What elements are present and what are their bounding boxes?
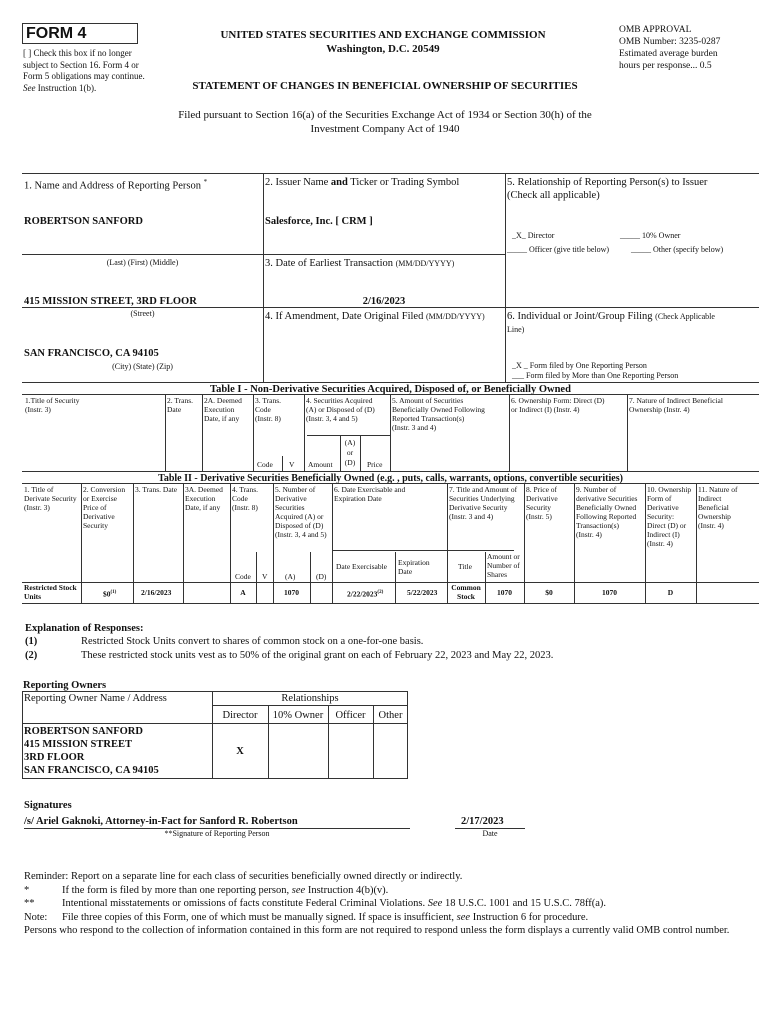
owner-line-3: 3RD FLOOR [24,752,85,763]
note-b: Instruction 6 for procedure. [470,912,589,923]
t2-row-exercisable [347,588,383,599]
omb-line-1: OMB APPROVAL [619,25,692,35]
t1-h7: 7. Nature of Indirect Beneficial Ownership (Instr. 4) [629,396,723,414]
t2-v14 [645,483,646,603]
owners-h2 [22,723,408,724]
t2-v6 [273,483,274,603]
table2-bottom [22,603,759,604]
relationship-label [507,176,759,202]
reporting-person-label [24,176,207,193]
issuer-underline [263,254,505,255]
box-divider-1 [263,173,264,382]
t2-row-amount-a: 1070 [284,588,299,597]
t2-sub-d: (D) [316,572,327,581]
explanation-text-1: Restricted Stock Units convert to shares of common stock on a one-for-one basis. [81,636,424,647]
t2-row-price-footnote: (1) [110,590,117,595]
table1-subheader-top [307,435,390,436]
t1-v2 [202,394,203,471]
form-title: FORM 4 [26,25,87,42]
t1-h4: 4. Securities Acquired (A) or Disposed of (D) (Instr. 3, 4 and 5) [306,396,375,423]
owner-line-4: SAN FRANCISCO, CA 94105 [24,765,159,776]
footnote-star-2: ** [24,898,35,909]
persons-text: Persons who respond to the collection of information contained in this form are not required to respond unless the form displays a currently valid OMB control number. [24,925,730,936]
t1-sub-amount: Amount [308,460,333,469]
t2-v4 [230,483,231,603]
owner-address [24,725,159,777]
footnote-star-1: * [24,885,30,896]
t2-h2: 2. Conversion or Exercise Price of Derivative Security [83,485,126,530]
amendment-text: 4. If Amendment, Date Original Filed [265,311,426,322]
table2-subheader-line [332,550,514,551]
omb-approval [619,24,759,72]
amendment-format: (MM/DD/YYYY) [425,312,485,321]
reporting-street[interactable]: 415 MISSION STREET, 3RD FLOOR [24,296,197,307]
t2-v3 [183,483,184,603]
relationship-label-2: (Check all applicable) [507,190,600,201]
t1-v5 [304,394,305,471]
t2-row-underlying-amount: 1070 [497,588,512,597]
reporting-city[interactable]: SAN FRANCISCO, CA 94105 [24,348,159,359]
t2-v12 [524,483,525,603]
t1-sub-aord: (A) or (D) [344,438,356,467]
explanation-num-2: (2) [25,650,38,661]
checkbox-instr: Instruction 1(b). [35,82,97,93]
name-underline [22,254,263,255]
t1-v10 [627,394,628,471]
reporting-person-name[interactable]: ROBERTSON SANFORD [24,216,143,227]
director-option[interactable]: _X_ Director [512,231,555,240]
t2-v15 [696,483,697,603]
t2-v7 [310,552,311,603]
owners-col-officer: Officer [335,710,366,721]
filing-label-text: 6. Individual or Joint/Group Filing [507,311,656,322]
note-text [62,911,588,924]
box-top-border [22,173,759,174]
t1-h2a: 2A. Deemed Execution Date, if any [204,396,242,423]
name-address-label: 1. Name and Address of Reporting Person [24,180,202,192]
star2-b: 18 U.S.C. 1001 and 15 U.S.C. 78ff(a). [442,898,607,909]
star2-see: See [427,898,443,909]
omb-line-2: OMB Number: 3235-0287 [619,37,721,47]
filing-label-paren: (Check Applicable [655,312,715,321]
t2-row-title: Restricted Stock Units [24,583,77,601]
filed-by-more-option[interactable]: ___ Form filed by More than One Reporting Person [512,371,679,380]
earliest-date-text: 3. Date of Earliest Transaction [265,258,396,269]
t2-row-owned: 1070 [602,588,617,597]
owners-col-ten: 10% Owner [272,710,324,721]
t2-v8 [332,483,333,603]
t2-row-exercisable-footnote: (2) [377,590,384,595]
t2-row-date: 2/16/2023 [141,588,172,597]
filed-pursuant-line-1: Filed pursuant to Section 16(a) of the Securities Exchange Act of 1934 or Section 30(h) of the [178,109,592,121]
owner-line-2: 415 MISSION STREET [24,739,132,750]
t2-v1 [81,483,82,603]
issuer-name[interactable]: Salesforce, Inc. [ CRM ] [265,216,373,227]
omb-line-4: hours per response... 0.5 [619,61,712,71]
note-a: File three copies of this Form, one of which must be manually signed. If space is insufficient, [62,912,457,923]
t2-row-code: A [240,588,246,597]
t1-h6: 6. Ownership Form: Direct (D) or Indirect (I) (Instr. 4) [511,396,605,414]
t1-v9 [509,394,510,471]
no-longer-subject-checkbox[interactable] [23,48,153,94]
reminder-text: Reminder: Report on a separate line for each class of securities beneficially owned directly or indirectly. [24,871,463,882]
name-caption: (Last) (First) (Middle) [106,258,179,267]
t2-v5 [256,552,257,603]
signature-date: 2/17/2023 [461,816,504,827]
owners-col-other: Other [378,710,403,721]
box-divider-2 [505,173,506,382]
filed-by-one-option[interactable]: _X _ Form filed by One Reporting Person [512,361,647,370]
issuer-label-and: and [330,177,348,188]
t1-v7 [360,435,361,471]
t2-sub-v: V [262,572,268,581]
t2-row-underlying-title: Common Stock [451,583,481,601]
date-underline [263,307,505,308]
t2-row-expiration: 5/22/2023 [407,588,438,597]
issuer-label-b: Ticker or Trading Symbol [347,177,460,188]
agency-location: Washington, D.C. 20549 [326,43,440,55]
t1-sub-price: Price [367,460,383,469]
signature: /s/ Ariel Gaknoki, Attorney-in-Fact for Sanford R. Robertson [24,816,298,827]
star1-a: If the form is filed by more than one reporting person, [62,885,292,896]
officer-option[interactable]: _____ Officer (give title below) [507,245,610,254]
issuer-label-a: 2. Issuer Name [265,177,331,188]
table2-title: Table II - Derivative Securities Beneficially Owned (e.g. , puts, calls, warrants, options, convertible securities) [158,473,623,484]
t1-v4 [282,456,283,471]
t1-sub-v: V [289,460,295,469]
owners-col-relationships: Relationships [281,693,339,704]
t2-h9: 9. Number of derivative Securities Beneficially Owned Following Reported Transaction(s) (Instr. 4) [576,485,638,539]
owner-director-mark: X [236,746,244,757]
earliest-date-format: (MM/DD/YYYY) [395,259,455,268]
t2-h4: 4. Trans. Code (Instr. 8) [232,485,259,512]
t2-v2 [133,483,134,603]
t2-sub-code: Code [235,572,251,581]
owner-line-1: ROBERTSON SANFORD [24,726,143,737]
asterisk: * [203,178,208,186]
t2-row-form: D [667,588,674,597]
filed-pursuant-line-2: Investment Company Act of 1940 [310,123,460,135]
t1-h1: 1.Title of Security (Instr. 3) [25,396,80,414]
other-option[interactable]: _____ Other (specify below) [631,245,724,254]
t2-v13 [574,483,575,603]
t1-h5: 5. Amount of Securities Beneficially Owned Following Reported Transaction(s) (Instr. 3 and 4) [392,396,485,432]
earliest-transaction-date[interactable]: 2/16/2023 [362,296,406,307]
omb-line-3: Estimated average burden [619,49,718,59]
note-see: see [456,912,471,923]
filing-label-line2: Line) [507,325,525,334]
explanation-num-1: (1) [25,636,38,647]
t2-sub-title: Title [458,562,472,571]
t2-h8: 8. Price of Derivative Security (Instr. 5) [526,485,558,521]
checkbox-text: [ ] Check this box if no longer subject to Section 16. Form 4 or Form 5 obligations may continue. [23,48,145,81]
t2-sub-exercisable: Date Exercisable [336,562,388,571]
signatures-heading: Signatures [24,800,72,811]
table1-title: Table I - Non-Derivative Securities Acquired, Disposed of, or Beneficially Owned [210,384,571,395]
explanation-text-2: These restricted stock units vest as to 50% of the original grant on each of February 22, 2023 and May 22, 2023. [81,650,554,661]
t1-sub-code: Code [257,460,273,469]
amendment-label [265,310,485,323]
ten-percent-option[interactable]: _____ 10% Owner [620,231,681,240]
owners-h1 [212,705,408,706]
relationship-underline [505,307,759,308]
t2-sub-expiration: Expiration Date [398,558,430,576]
t1-v8 [390,394,391,471]
street-caption: (Street) [130,309,155,318]
star2-a: Intentional misstatements or omissions of facts constitute Federal Criminal Violations. [62,898,428,909]
t2-h3a: 3A. Deemed Execution Date, if any [185,485,223,512]
owners-heading: Reporting Owners [23,680,107,691]
t2-h5: 5. Number of Derivative Securities Acquired (A) or Disposed of (D) (Instr. 3, 4 and 5) [275,485,327,539]
t2-row-derivative-price: $0 [545,588,553,597]
earliest-date-label [265,257,454,270]
t2-h11: 11. Nature of Indirect Beneficial Ownership (Instr. 4) [698,485,738,530]
owners-col-name: Reporting Owner Name / Address [24,693,167,704]
t2-row-price [103,588,116,599]
t1-v1 [165,394,166,471]
t2-sub-amount: Amount or Number of Shares [487,552,520,579]
explanation-heading: Explanation of Responses: [25,623,144,634]
date-caption: Date [482,829,498,838]
t2-row-price-value: $0 [103,589,111,599]
t2-v9 [395,552,396,603]
t2-h1: 1. Title of Derivate Security (Instr. 3) [24,485,77,512]
agency-name: UNITED STATES SECURITIES AND EXCHANGE COMMISSION [220,29,546,41]
t2-h3: 3. Trans. Date [135,485,178,494]
t2-h7: 7. Title and Amount of Securities Underlying Derivative Security (Instr. 3 and 4) [449,485,518,521]
statement-title: STATEMENT OF CHANGES IN BENEFICIAL OWNERSHIP OF SECURITIES [192,80,578,92]
street-underline [22,307,263,308]
t2-row-exercisable-value: 2/22/2023 [347,589,378,599]
star1-see: see [291,885,306,896]
footnote-star-2-text [62,897,606,910]
t1-v3 [253,394,254,471]
footnote-star-1-text [62,884,388,897]
city-caption: (City) (State) (Zip) [112,362,173,371]
note-label: Note: [24,912,48,923]
issuer-label [265,176,459,189]
t1-h3: 3. Trans. Code (Instr. 8) [255,396,282,423]
t2-h10: 10. Ownership Form of Derivative Security: Direct (D) or Indirect (I) (Instr. 4) [647,485,692,548]
t2-sub-a: (A) [285,572,296,581]
relationship-label-1: 5. Relationship of Reporting Person(s) to Issuer [507,177,708,188]
t2-h6: 6. Date Exercisable and Expiration Date [334,485,406,503]
owners-col-director: Director [222,710,258,721]
signature-caption: **Signature of Reporting Person [164,829,270,838]
checkbox-see: See [23,82,36,93]
t1-h2: 2. Trans. Date [167,396,194,414]
filing-label [507,310,759,336]
star1-b: Instruction 4(b)(v). [305,885,389,896]
